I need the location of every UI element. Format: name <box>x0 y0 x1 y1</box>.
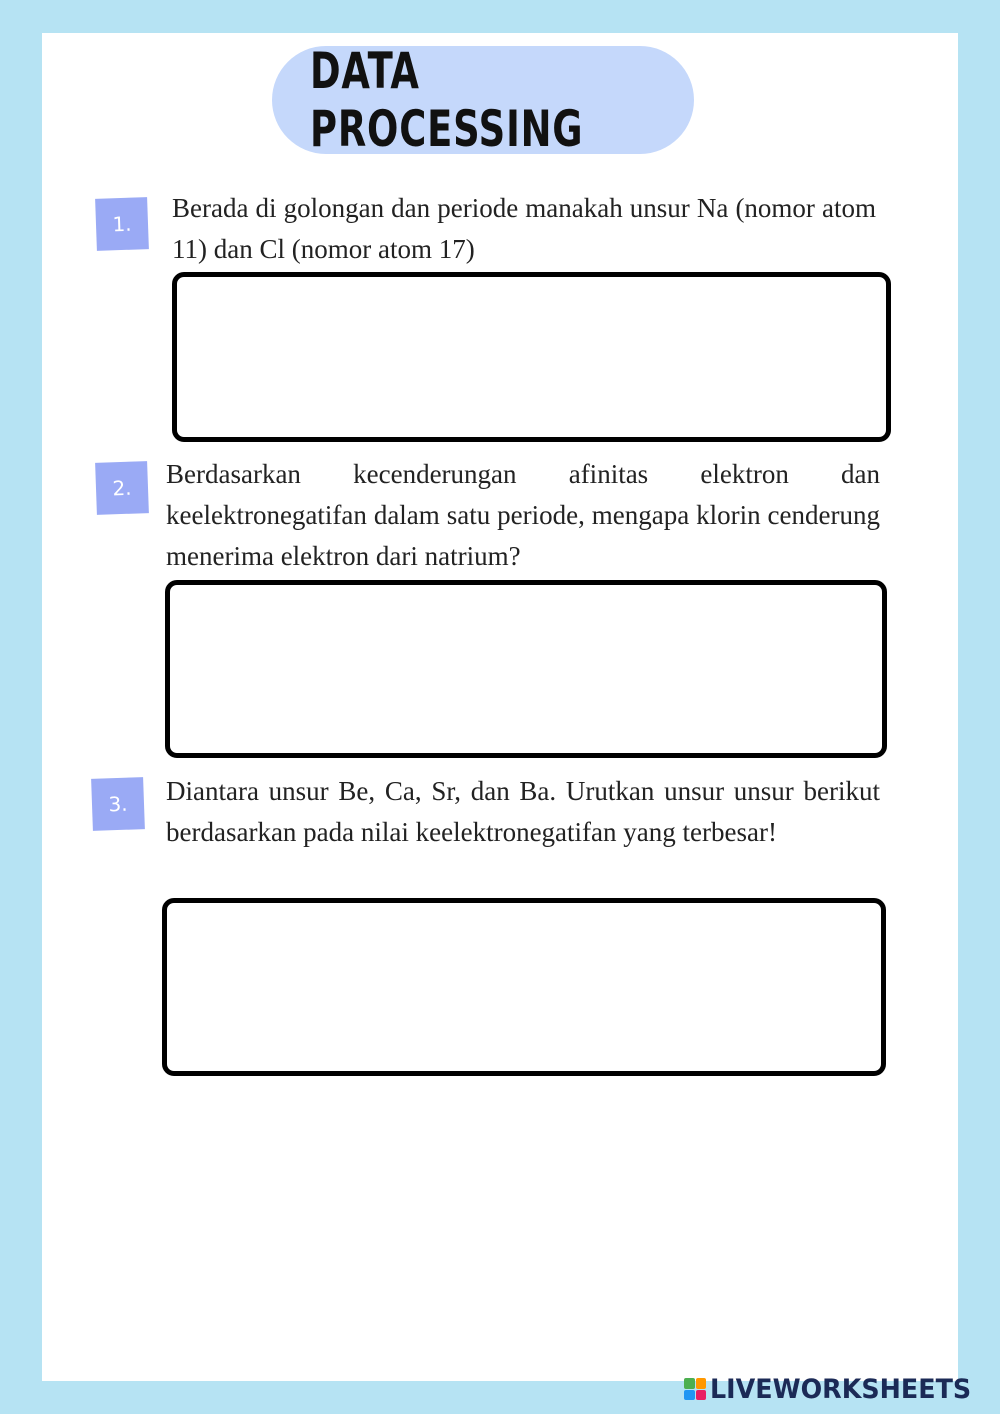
logo-square-2 <box>696 1378 707 1389</box>
question-2-number-badge: 2. <box>95 461 149 515</box>
question-1-number-badge: 1. <box>95 197 149 251</box>
logo-square-4 <box>696 1390 707 1401</box>
logo-square-1 <box>684 1378 695 1389</box>
page-title: DATA PROCESSING <box>309 42 584 158</box>
question-3-text: Diantara unsur Be, Ca, Sr, dan Ba. Urutkan unsur unsur berikut berdasarkan pada nilai keelektronegatifan yang terbesar! <box>166 776 880 847</box>
question-1-text: Berada di golongan dan periode manakah unsur Na (nomor atom 11) dan Cl (nomor atom 17) <box>172 193 876 264</box>
logo-square-3 <box>684 1390 695 1401</box>
question-2-text: Berdasarkan kecenderungan afinitas elektron dan keelektronegatifan dalam satu periode, mengapa klorin cenderung menerima elektron dari natrium? <box>166 459 880 571</box>
answer-box-1[interactable] <box>172 272 891 442</box>
title-banner <box>272 42 694 158</box>
answer-box-2[interactable] <box>165 580 887 758</box>
question-3-number-badge: 3. <box>91 777 145 831</box>
answer-box-3[interactable] <box>162 898 886 1076</box>
brand-name: LIVEWORKSHEETS <box>710 1373 972 1405</box>
liveworksheets-brand[interactable] <box>684 1372 988 1406</box>
liveworksheets-logo-icon <box>684 1378 706 1400</box>
